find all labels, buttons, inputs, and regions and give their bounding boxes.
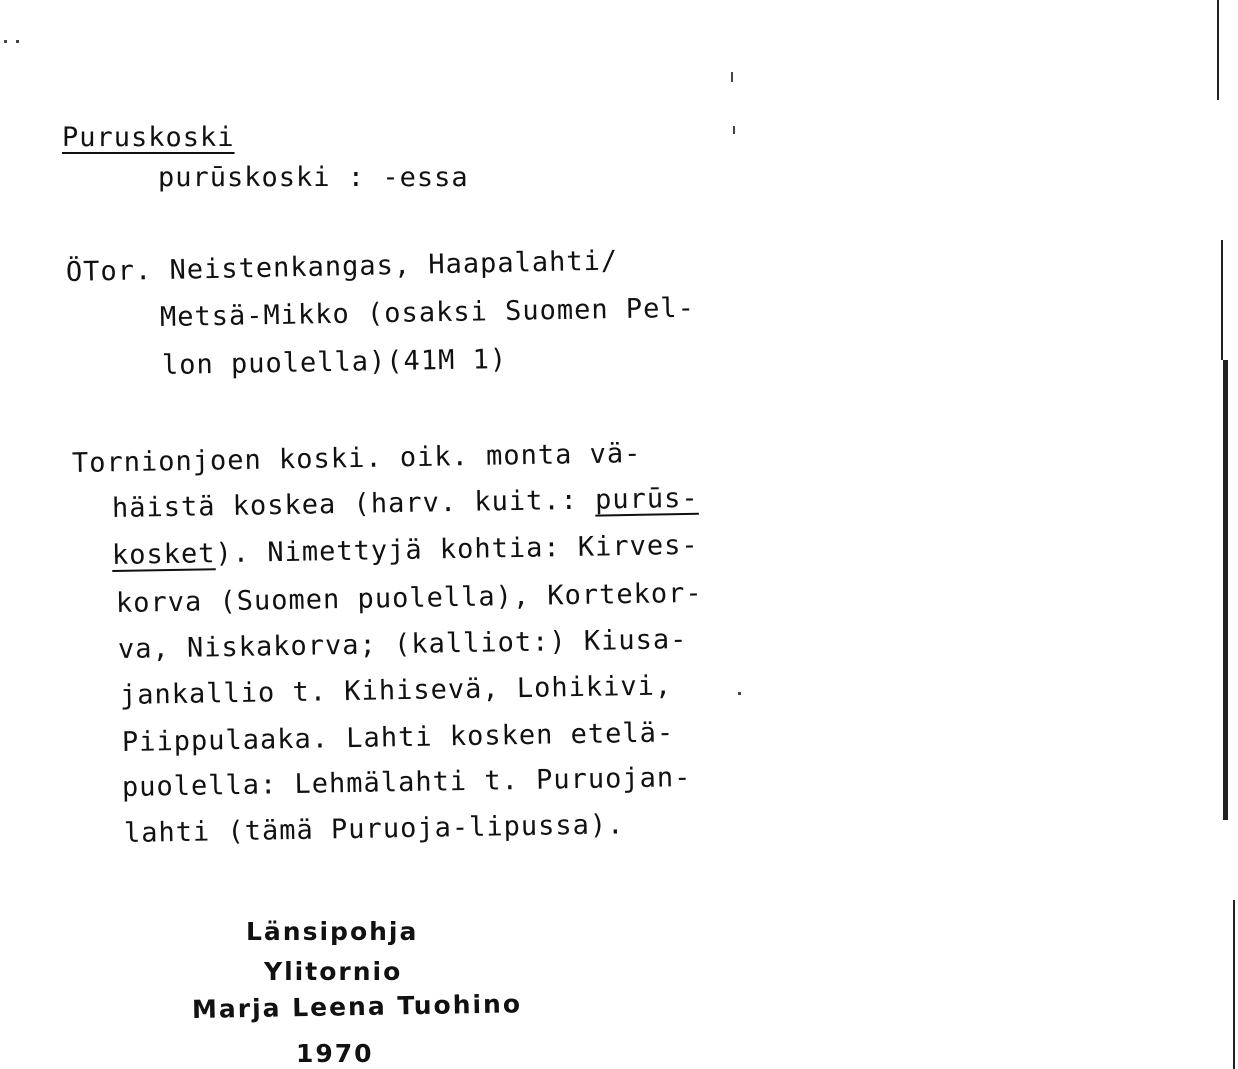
inflection-line: purūskoski : -essa bbox=[158, 162, 469, 193]
scan-speck bbox=[16, 40, 19, 43]
description-line: puolella: Lehmälahti t. Puruojan- bbox=[121, 762, 692, 803]
description-line: Tornionjoen koski. oik. monta vä- bbox=[71, 438, 642, 479]
description-line: va, Niskakorva; (kalliot:) Kiusa- bbox=[117, 624, 688, 665]
scan-speck bbox=[733, 126, 735, 134]
stamp-year: 1970 bbox=[296, 1039, 374, 1068]
description-line: jankallio t. Kihisevä, Lohikivi, bbox=[119, 670, 673, 711]
headword: Puruskoski bbox=[62, 122, 235, 153]
location-line: Metsä-Mikko (osaksi Suomen Pel- bbox=[159, 292, 696, 333]
scan-speck bbox=[731, 72, 733, 82]
description-line bbox=[112, 483, 699, 524]
scan-edge-line bbox=[1217, 0, 1219, 100]
description-line: Piippulaaka. Lahti kosken etelä- bbox=[121, 717, 675, 758]
scan-edge-line bbox=[1221, 240, 1223, 360]
description-line: korva (Suomen puolella), Kortekor- bbox=[115, 577, 703, 619]
scan-speck bbox=[4, 40, 7, 43]
scan-speck bbox=[738, 692, 741, 695]
scan-edge-line bbox=[1223, 360, 1228, 820]
description-text: ). Nimettyjä kohtia: Kirves- bbox=[215, 529, 699, 570]
variant-form: kosket bbox=[111, 538, 216, 571]
variant-form: purūs- bbox=[594, 482, 699, 516]
description-line: lahti (tämä Puruoja-lipussa). bbox=[123, 809, 625, 849]
description-line bbox=[112, 530, 699, 571]
description-text: häistä koskea (harv. kuit.: bbox=[111, 484, 596, 524]
location-line: ÖTor. Neistenkangas, Haapalahti/ bbox=[65, 245, 619, 288]
stamp-parish: Ylitornio bbox=[264, 957, 403, 986]
stamp-collector: Marja Leena Tuohino bbox=[191, 989, 523, 1024]
location-line: lon puolella)(41M 1) bbox=[161, 343, 508, 381]
stamp-region: Länsipohja bbox=[246, 917, 419, 946]
scan-edge-line bbox=[1233, 900, 1235, 1069]
